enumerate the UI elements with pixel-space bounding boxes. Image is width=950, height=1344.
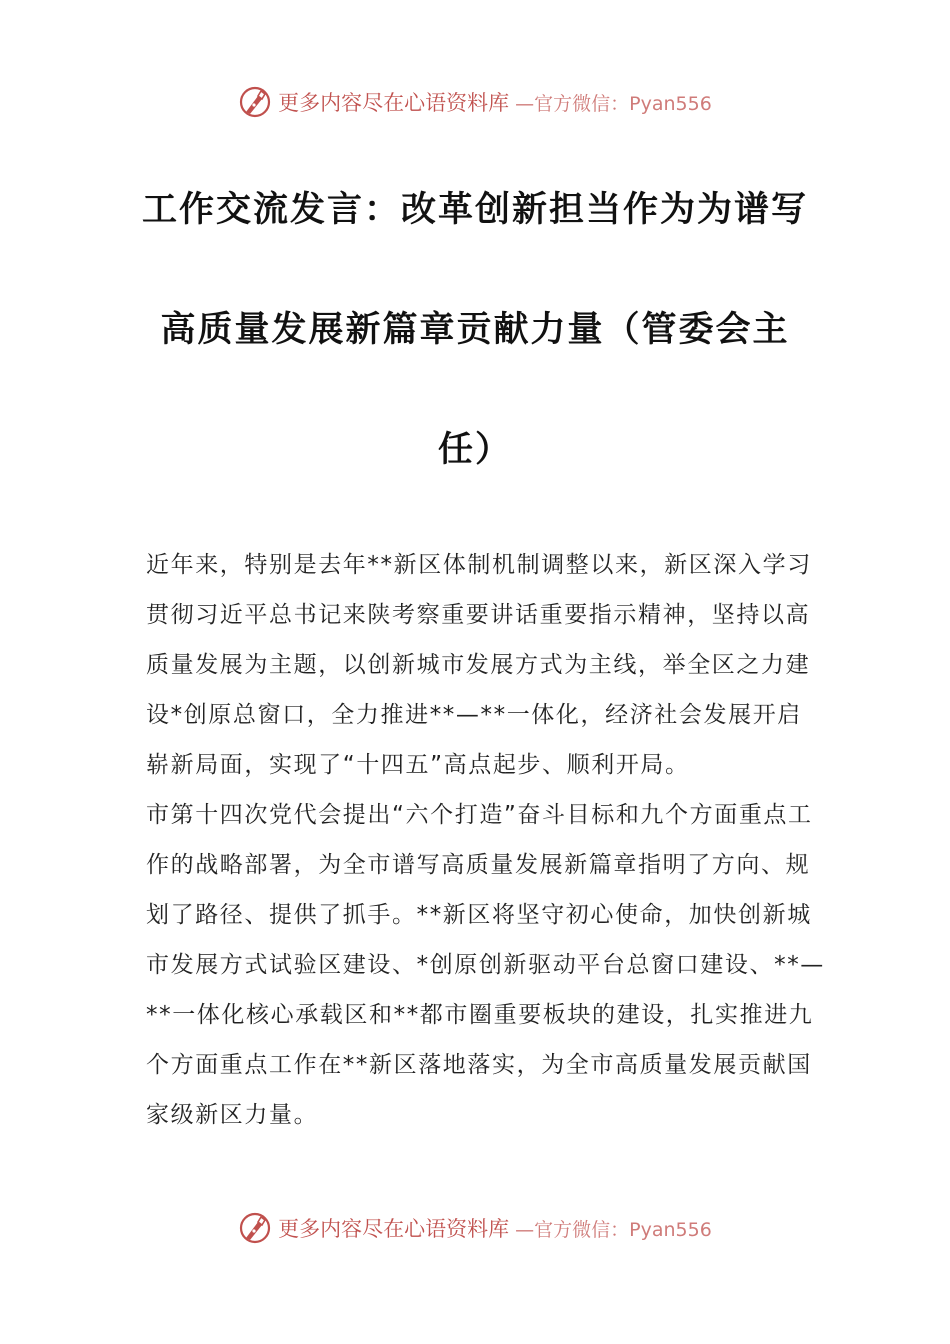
pen-nib-logo-icon [238,1211,272,1245]
footer-banner [0,1208,950,1248]
pen-nib-logo-icon [238,85,272,119]
banner-brand-text: 更多内容尽在心语资料库 [278,91,510,115]
banner-wechat-text: —官方微信：Pyan556 [515,92,712,115]
paragraph-1: 近年来，特别是去年**新区体制机制调整以来，新区深入学习贯彻习近平总书记来陕考察重要讲话重要指示精神，坚持以高质量发展为主题，以创新城市发展方式为主线，举全区之力建设*创原总窗口，全力推进**—**一体化，经济社会发展开启崭新局面，实现了“十四五”高点起步、顺利开局。 [146,552,812,778]
header-banner [0,82,950,122]
title-line-2: 高质量发展新篇章贡献力量（管委会主 [160,310,790,350]
paragraph-2: 市第十四次党代会提出“六个打造”奋斗目标和九个方面重点工作的战略部署，为全市谱写高质量发展新篇章指明了方向、规划了路径、提供了抓手。**新区将坚守初心使命，加快创新城市发展方式试验区建设、*创原创新驱动平台总窗口建设、**—**一体化核心承载区和**都市圈重要板块的建设，扎实推进九个方面重点工作在**新区落地落实，为全市高质量发展贡献国家级新区力量。 [146,802,825,1128]
document-body [146,540,826,1140]
banner-wechat-text: —官方微信：Pyan556 [515,1218,712,1241]
title-line-3: 任） [437,430,512,470]
banner-brand-text: 更多内容尽在心语资料库 [278,1217,510,1241]
title-line-1: 工作交流发言：改革创新担当作为为谱写 [141,190,808,230]
document-title [0,150,950,510]
